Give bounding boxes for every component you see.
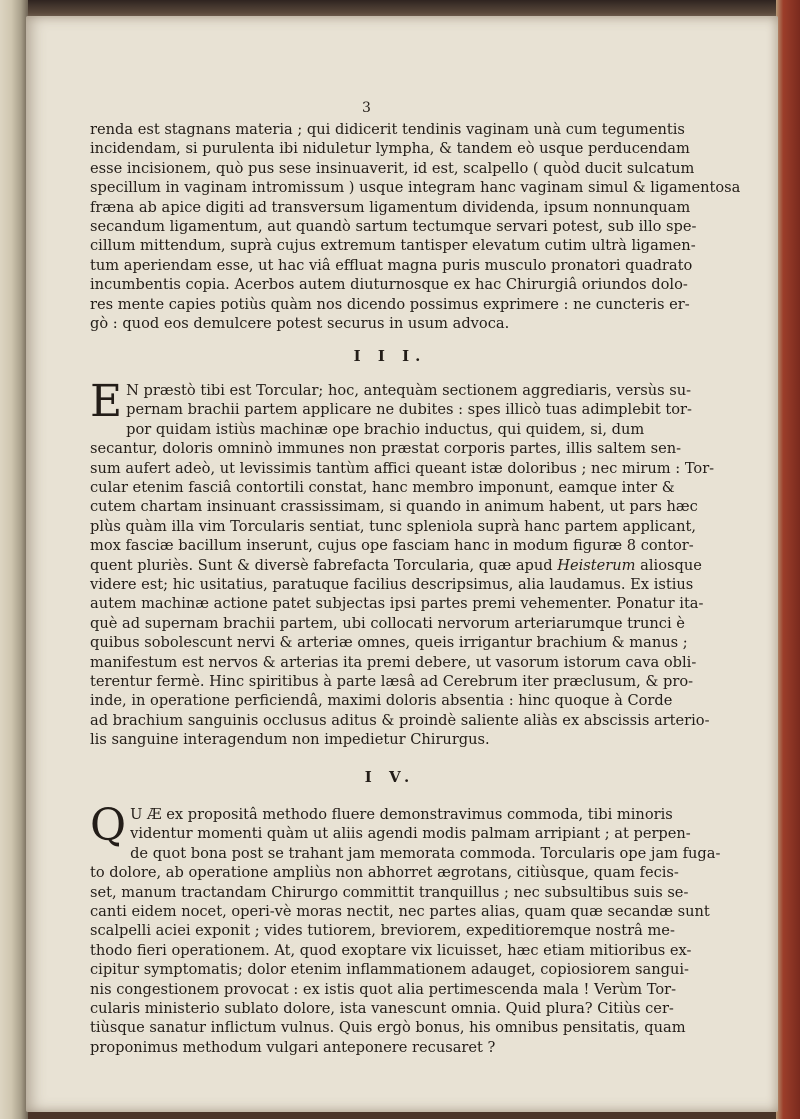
text-segment: aliosque	[635, 556, 702, 574]
text-line: specillum in vaginam intromissum ) usque integram hanc vaginam simul & ligamentosa	[90, 179, 741, 197]
book-page-edges	[776, 0, 800, 1119]
printed-page	[26, 16, 778, 1112]
text-line: incidendam, si purulenta ibi niduletur lympha, & tandem eò usque perducendam	[90, 140, 690, 158]
text-line: thodo fieri operationem. At, quod exoptare vix licuisset, hæc etiam mitioribus ex-	[90, 941, 692, 959]
text-line: autem machinæ actione patet subjectas ipsi partes premi vehementer. Ponatur ita-	[90, 595, 704, 613]
text-line: videntur momenti quàm ut aliis agendi modis palmam arripiant ; at perpen-	[130, 825, 691, 843]
text-body	[90, 120, 741, 1057]
text-line: set, manum tractandam Chirurgo committit tranquillus ; nec subsultibus suis se-	[90, 883, 689, 901]
text-line: esse incisionem, quò pus sese insinuaverit, id est, scalpello ( quòd ducit sulcatum	[90, 159, 695, 177]
text-line: tum aperiendam esse, ut hac viâ effluat magna puris musculo pronatori quadrato	[90, 256, 693, 274]
text-line: sum aufert adeò, ut levissimis tantùm affici queant istæ doloribus ; nec mirum : Tor-	[90, 459, 715, 477]
text-line: U Æ ex propositâ methodo fluere demonstravimus commoda, tibi minoris	[130, 806, 673, 823]
text-line: proponimus methodum vulgari anteponere recusaret ?	[90, 1038, 496, 1056]
text-line: plùs quàm illa vim Torcularis sentiat, tunc spleniola suprà hanc partem applicant,	[90, 517, 696, 535]
text-line: N præstò tibi est Torcular; hoc, antequàm sectionem aggrediaris, versùs su-	[126, 381, 692, 399]
text-line: videre est; hic usitatius, paratuque facilius descripsimus, alia laudamus. Ex istius	[90, 575, 694, 593]
paragraph-1	[90, 120, 741, 333]
text-line: cillum mittendum, suprà cujus extremum tantisper elevatum cutim ultrà ligamen-	[90, 237, 696, 255]
text-line: pernam brachii partem applicare ne dubites : spes illicò tuas adimplebit tor-	[126, 401, 692, 419]
text-line: renda est stagnans materia ; qui didicerit tendinis vaginam unà cum tegumentis	[90, 121, 685, 138]
text-line: canti eidem nocet, operi-vè moras nectit, nec partes alias, quam quæ secandæ sunt	[90, 903, 710, 921]
text-line: mox fasciæ bacillum inserunt, cujus ope fasciam hanc in modum figuræ 8 contor-	[90, 537, 694, 555]
dropcap-e: E	[90, 375, 123, 427]
text-line: terentur fermè. Hinc spiritibus à parte læsâ ad Cerebrum iter præclusum, & pro-	[90, 672, 694, 690]
text-line: gò : quod eos demulcere potest securus in usum advoca.	[90, 315, 510, 333]
text-line: tiùsque sanatur inflictum vulnus. Quis ergò bonus, his omnibus pensitatis, quam	[90, 1019, 686, 1037]
text-line: de quot bona post se trahant jam memorata commoda. Torcularis ope jam fuga-	[130, 844, 721, 862]
text-line: incumbentis copia. Acerbos autem diuturnosque ex hac Chirurgiâ oriundos dolo-	[90, 276, 688, 294]
text-line: por quidam istiùs machinæ ope brachio inductus, qui quidem, si, dum	[126, 420, 645, 438]
text-line: quibus sobolescunt nervi & arteriæ omnes, queis irrigantur brachium & manus ;	[90, 634, 688, 652]
text-line: què ad supernam brachii partem, ubi collocati nervorum arteriarumque trunci è	[90, 614, 685, 632]
paragraph-2	[90, 375, 715, 750]
text-line: fræna ab apice digiti ad transversum ligamentum dividenda, ipsum nonnunquam	[90, 198, 691, 216]
text-line: nis congestionem provocat : ex istis quot alia pertimescenda mala ! Verùm Tor-	[90, 980, 677, 998]
section-heading-iv: I V.	[364, 767, 416, 786]
dropcap-q: Q	[90, 800, 127, 851]
text-line: manifestum est nervos & arterias ita premi debere, ut vasorum istorum cava obli-	[90, 653, 697, 671]
text-line: secandum ligamentum, aut quandò sartum tectumque servari potest, sub illo spe-	[90, 218, 697, 236]
text-line: inde, in operatione perficiendâ, maximi doloris absentia : hinc quoque à Corde	[90, 692, 673, 710]
section-heading-iii: I I I.	[353, 347, 427, 366]
page-number: 3	[362, 100, 371, 116]
text-line: lis sanguine interagendum non impedietur Chirurgus.	[90, 731, 490, 749]
text-line-with-italic	[90, 556, 702, 575]
text-line: cular etenim fasciâ contortili constat, hanc membro imponunt, eamque inter &	[90, 478, 675, 496]
text-line: res mente capies potiùs quàm nos dicendo possimus exprimere : ne cuncteris er-	[90, 295, 690, 313]
text-line: secantur, doloris omninò immunes non præstat corporis partes, illis saltem sen-	[90, 440, 682, 458]
paragraph-3	[90, 800, 721, 1057]
book-binding	[0, 0, 28, 1119]
text-line: cularis ministerio sublato dolore, ista vanescunt omnia. Quid plura? Citiùs cer-	[90, 1000, 674, 1018]
text-line: cutem chartam insinuant crassissimam, si quando in animum habent, ut pars hæc	[90, 498, 698, 516]
text-line: to dolore, ab operatione ampliùs non abhorret ægrotans, citiùsque, quam fecis-	[90, 864, 679, 882]
text-line: cipitur symptomatis; dolor etenim inflammationem adauget, copiosiorem sangui-	[90, 961, 689, 979]
text-line: ad brachium sanguinis occlusus aditus & proindè saliente aliàs ex abscissis arterio-	[90, 711, 710, 729]
italic-name: Heisterum	[557, 556, 636, 574]
text-segment: quent pluriès. Sunt & diversè fabrefacta Torcularia, quæ apud	[90, 556, 558, 574]
text-line: scalpelli aciei exponit ; vides tutiorem, breviorem, expeditioremque nostrâ me-	[90, 922, 675, 940]
